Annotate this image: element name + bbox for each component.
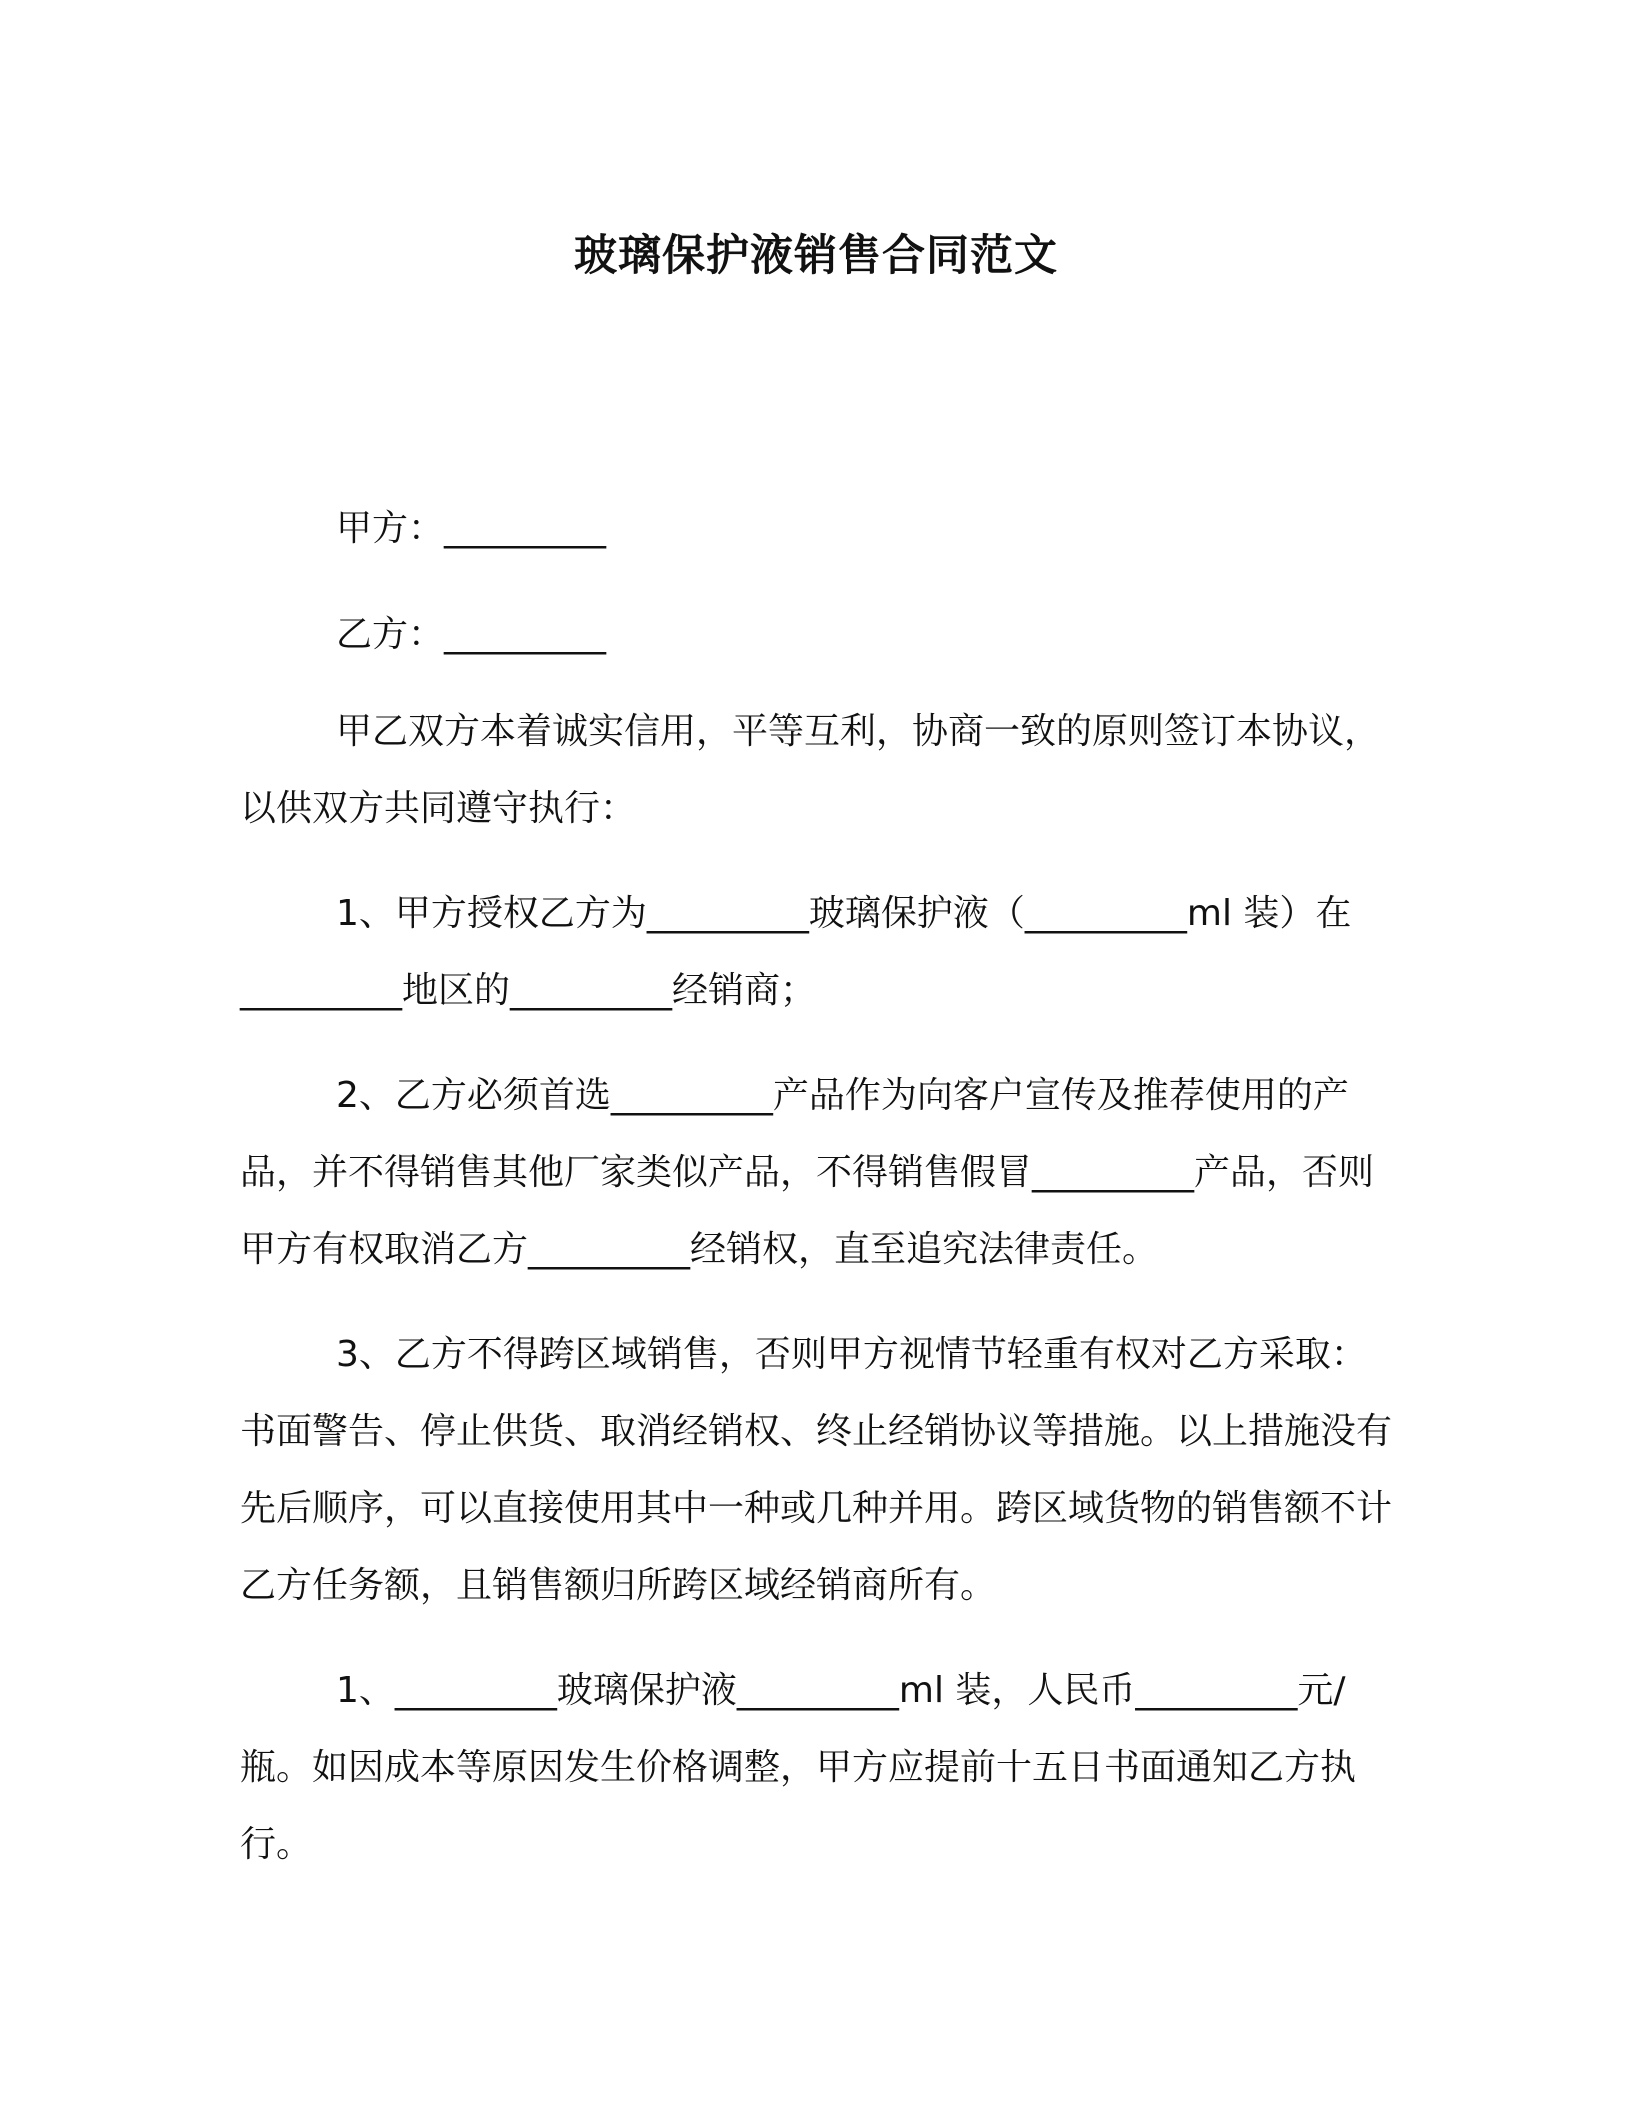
clause-3-paragraph: 3、乙方不得跨区域销售，否则甲方视情节轻重有权对乙方采取：书面警告、停止供货、取消经销权、终止经销协议等措施。以上措施没有先后顺序，可以直接使用其中一种或几种并用。跨区域货物的销售额不计乙方任务额，且销售额归所跨区域经销商所有。 [240, 1334, 1393, 1606]
document-body [240, 490, 1400, 1883]
party-b-line: 乙方：_________ [336, 614, 607, 655]
clause-1-paragraph: 1、甲方授权乙方为_________玻璃保护液（_________ml 装）在_________地区的_________经销商； [240, 893, 1352, 1011]
intro-paragraph: 甲乙双方本着诚实信用，平等互利，协商一致的原则签订本协议，以供双方共同遵守执行： [240, 711, 1381, 829]
document-title: 玻璃保护液销售合同范文 [574, 231, 1058, 281]
party-a-line: 甲方：_________ [336, 508, 607, 549]
price-clause-paragraph: 1、_________玻璃保护液_________ml 装，人民币_________元/瓶。如因成本等原因发生价格调整，甲方应提前十五日书面通知乙方执行。 [240, 1670, 1357, 1865]
clause-2-paragraph: 2、乙方必须首选_________产品作为向客户宣传及推荐使用的产品，并不得销售其他厂家类似产品，不得销售假冒_________产品，否则甲方有权取消乙方_________经销权，直至追究法律责任。 [240, 1075, 1375, 1270]
